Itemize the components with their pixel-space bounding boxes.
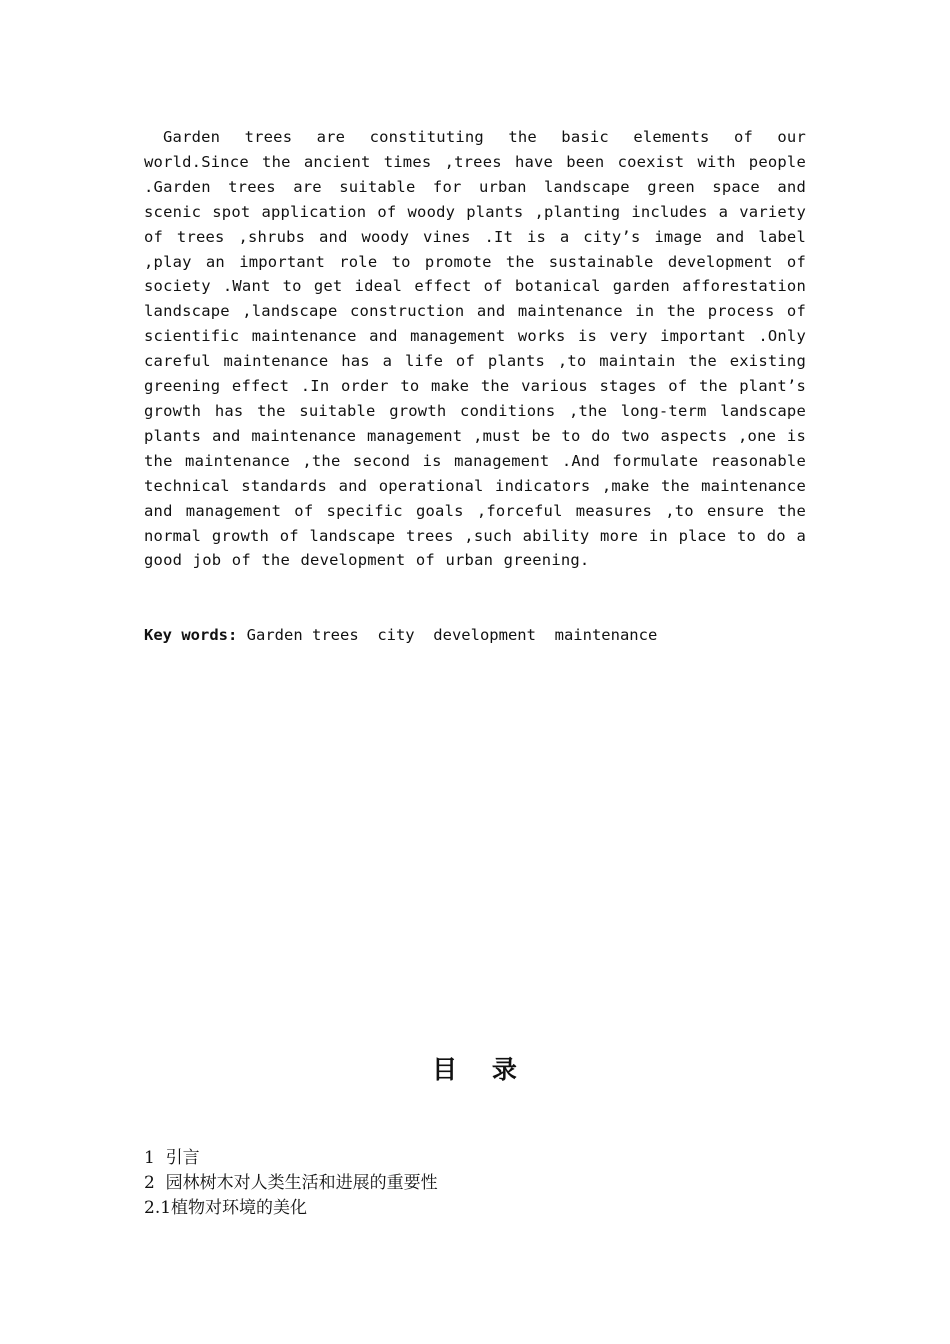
abstract-paragraph: Garden trees are constituting the basic elements of our world.Since the ancient times ,trees have been coexist with people .Garden trees are suitable for urban landscape green space and scenic spot application of woody plants ,planting includes a variety of trees ,shrubs and woody vines .It is a city’s image and label ,play an important role to promote the sustainable development of society .Want to get ideal effect of botanical garden afforestation landscape ,landscape construction and maintenance in the process of scientific maintenance and management works is very important .Only careful maintenance has a life of plants ,to maintain the existing greening effect .In order to make the various stages of the plant’s growth has the suitable growth conditions ,the long-term landscape plants and maintenance management ,must be to do two aspects ,one is the maintenance ,the second is management .And formulate reasonable technical standards and operational indicators ,make the maintenance and management of specific goals ,forceful measures ,to ensure the normal growth of landscape trees ,such ability more in place to do a good job of the development of urban greening. xyxy=(144,128,806,570)
keywords-line xyxy=(144,623,806,647)
toc-item: 1 引言 xyxy=(144,1148,200,1168)
keywords-terms: Garden trees city development maintenance xyxy=(246,626,658,644)
toc-list xyxy=(144,1146,438,1221)
toc-title: 目 录 xyxy=(432,1055,518,1084)
toc-item: 2.1植物对环境的美化 xyxy=(144,1198,308,1218)
keywords-label: Key words: xyxy=(144,626,238,644)
toc-item: 2 园林树木对人类生活和进展的重要性 xyxy=(144,1173,438,1193)
